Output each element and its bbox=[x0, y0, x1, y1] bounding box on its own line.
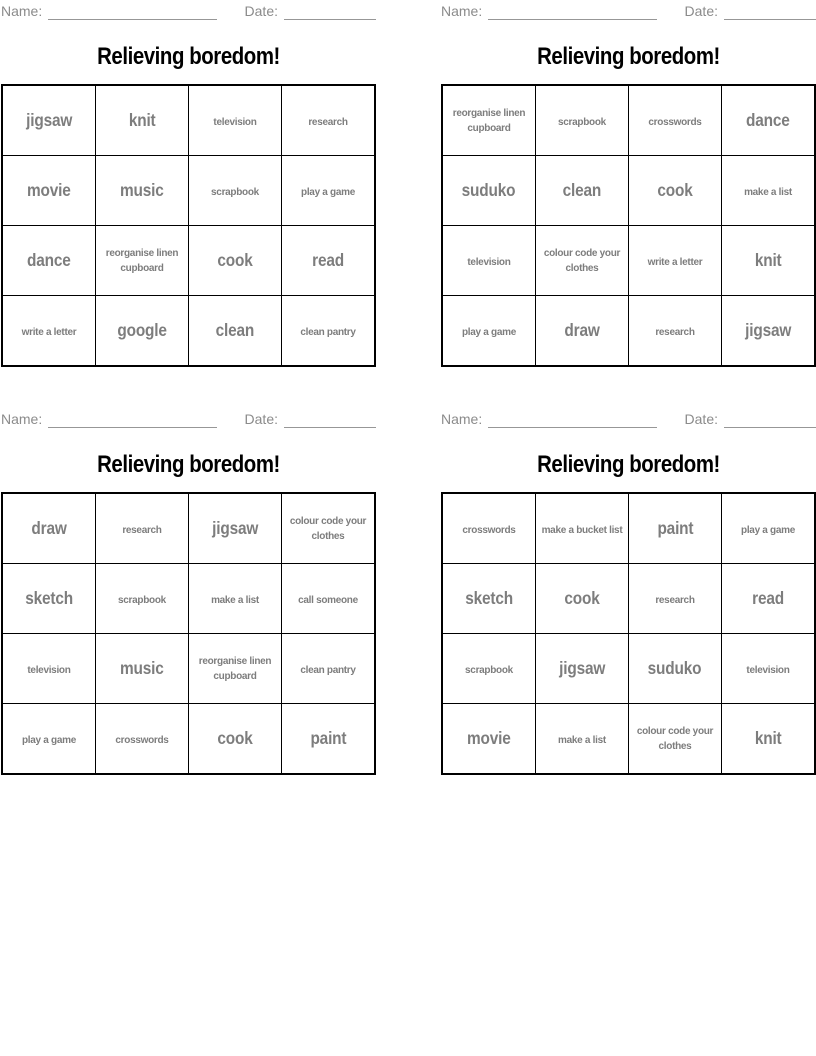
grid-cell bbox=[2, 704, 95, 775]
grid-cell-label: scrapbook bbox=[211, 186, 259, 198]
grid-cell bbox=[442, 564, 535, 634]
grid-cell-label: television bbox=[27, 664, 71, 676]
grid-cell bbox=[2, 634, 95, 704]
grid-row bbox=[442, 296, 815, 367]
grid-row bbox=[442, 704, 815, 775]
grid-cell bbox=[628, 564, 721, 634]
grid-cell-label: scrapbook bbox=[465, 664, 513, 676]
grid-cell bbox=[2, 564, 95, 634]
grid-cell-label: paint bbox=[310, 728, 346, 748]
grid-cell bbox=[188, 634, 281, 704]
grid-cell-label: sketch bbox=[465, 588, 513, 608]
grid-cell-label: jigsaw bbox=[744, 320, 792, 340]
meta-row bbox=[1, 411, 376, 428]
meta-row bbox=[441, 3, 816, 20]
grid-cell bbox=[628, 296, 721, 367]
grid-cell bbox=[442, 634, 535, 704]
grid-cell bbox=[188, 226, 281, 296]
grid-cell bbox=[282, 704, 376, 775]
grid-cell-label: colour code your clothes bbox=[543, 247, 621, 274]
grid-cell bbox=[2, 226, 95, 296]
meta-row bbox=[1, 3, 376, 20]
grid-row bbox=[442, 493, 815, 564]
grid-cell-label: crosswords bbox=[648, 116, 702, 128]
name-label: Name: bbox=[441, 3, 483, 19]
grid-cell bbox=[722, 226, 816, 296]
grid-cell bbox=[442, 85, 535, 156]
grid-row bbox=[442, 634, 815, 704]
grid-row bbox=[2, 226, 375, 296]
grid-cell-label: colour code your clothes bbox=[636, 725, 714, 752]
grid-cell-label: reorganise linen cupboard bbox=[105, 247, 179, 274]
name-label: Name: bbox=[441, 411, 483, 427]
bingo-grid bbox=[441, 492, 816, 775]
card-title bbox=[1, 43, 376, 71]
card-title bbox=[441, 451, 816, 479]
grid-cell bbox=[628, 85, 721, 156]
grid-cell-label: cook bbox=[564, 588, 600, 608]
grid-cell bbox=[722, 704, 816, 775]
grid-cell bbox=[95, 493, 188, 564]
grid-cell bbox=[535, 156, 628, 226]
grid-cell bbox=[282, 226, 376, 296]
grid-cell bbox=[442, 156, 535, 226]
card-title-text: Relieving boredom! bbox=[537, 43, 720, 70]
grid-cell-label: call someone bbox=[298, 594, 358, 606]
grid-cell-label: movie bbox=[467, 728, 511, 748]
date-blank-line bbox=[284, 413, 376, 428]
grid-cell-label: crosswords bbox=[462, 524, 516, 536]
name-blank-line bbox=[488, 413, 657, 428]
grid-cell-label: research bbox=[308, 116, 348, 128]
date-blank-line bbox=[724, 5, 816, 20]
grid-cell bbox=[535, 634, 628, 704]
grid-cell-label: jigsaw bbox=[211, 518, 259, 538]
bingo-card-4 bbox=[441, 411, 816, 775]
grid-cell bbox=[628, 704, 721, 775]
grid-cell-label: make a list bbox=[558, 734, 606, 746]
grid-cell-label: research bbox=[122, 524, 162, 536]
grid-cell bbox=[722, 634, 816, 704]
name-blank-line bbox=[488, 5, 657, 20]
grid-cell bbox=[95, 226, 188, 296]
grid-cell-label: play a game bbox=[462, 326, 516, 338]
grid-cell bbox=[188, 85, 281, 156]
grid-cell-label: research bbox=[655, 326, 695, 338]
grid-cell-label: music bbox=[120, 180, 164, 200]
grid-cell-label: read bbox=[752, 588, 784, 608]
grid-cell-label: cook bbox=[657, 180, 693, 200]
grid-cell-label: write a letter bbox=[21, 326, 77, 338]
grid-cell bbox=[95, 156, 188, 226]
grid-cell-label: paint bbox=[657, 518, 693, 538]
grid-cell bbox=[282, 564, 376, 634]
grid-cell-label: play a game bbox=[22, 734, 76, 746]
grid-cell bbox=[628, 156, 721, 226]
grid-cell-label: scrapbook bbox=[118, 594, 166, 606]
grid-cell-label: knit bbox=[754, 250, 782, 270]
grid-cell bbox=[442, 493, 535, 564]
grid-cell bbox=[722, 85, 816, 156]
name-label: Name: bbox=[1, 411, 43, 427]
grid-cell bbox=[535, 296, 628, 367]
grid-cell-label: dance bbox=[27, 250, 71, 270]
grid-cell-label: draw bbox=[564, 320, 600, 340]
grid-cell-label: read bbox=[312, 250, 344, 270]
bingo-grid bbox=[1, 492, 376, 775]
grid-row bbox=[2, 156, 375, 226]
date-blank-line bbox=[284, 5, 376, 20]
grid-cell-label: knit bbox=[754, 728, 782, 748]
grid-row bbox=[2, 296, 375, 367]
grid-cell bbox=[628, 493, 721, 564]
grid-cell-label: music bbox=[120, 658, 164, 678]
grid-cell-label: play a game bbox=[741, 524, 795, 536]
grid-row bbox=[2, 634, 375, 704]
grid-cell bbox=[188, 493, 281, 564]
grid-cell-label: clean bbox=[562, 180, 602, 200]
grid-cell-label: clean pantry bbox=[300, 326, 356, 338]
grid-cell bbox=[2, 85, 95, 156]
grid-cell bbox=[722, 156, 816, 226]
grid-cell bbox=[722, 296, 816, 367]
card-title bbox=[441, 43, 816, 71]
grid-cell bbox=[188, 704, 281, 775]
grid-row bbox=[2, 704, 375, 775]
grid-cell-label: television bbox=[746, 664, 790, 676]
name-label: Name: bbox=[1, 3, 43, 19]
grid-cell-label: dance bbox=[746, 110, 790, 130]
date-label: Date: bbox=[684, 411, 718, 427]
grid-cell bbox=[95, 296, 188, 367]
grid-cell-label: movie bbox=[27, 180, 71, 200]
grid-cell bbox=[95, 634, 188, 704]
grid-cell-label: jigsaw bbox=[25, 110, 72, 130]
grid-cell-label: scrapbook bbox=[558, 116, 606, 128]
grid-cell-label: clean pantry bbox=[300, 664, 356, 676]
grid-cell-label: reorganise linen cupboard bbox=[452, 107, 526, 134]
grid-cell bbox=[535, 226, 628, 296]
grid-cell bbox=[535, 85, 628, 156]
card-title-text: Relieving boredom! bbox=[537, 451, 720, 478]
grid-cell-label: clean bbox=[215, 320, 255, 340]
grid-cell-label: colour code your clothes bbox=[289, 515, 367, 542]
grid-cell bbox=[188, 564, 281, 634]
grid-cell-label: google bbox=[117, 320, 167, 340]
grid-cell bbox=[95, 704, 188, 775]
card-title-text: Relieving boredom! bbox=[97, 451, 280, 478]
grid-cell bbox=[2, 156, 95, 226]
card-title bbox=[1, 451, 376, 479]
grid-cell-label: sketch bbox=[25, 588, 73, 608]
grid-row bbox=[442, 226, 815, 296]
grid-row bbox=[442, 156, 815, 226]
bingo-card-3 bbox=[1, 411, 376, 775]
grid-row bbox=[2, 85, 375, 156]
grid-cell bbox=[628, 634, 721, 704]
grid-cell-label: cook bbox=[217, 250, 253, 270]
grid-row bbox=[2, 493, 375, 564]
bingo-grid bbox=[1, 84, 376, 367]
date-label: Date: bbox=[244, 411, 278, 427]
grid-cell bbox=[442, 704, 535, 775]
grid-cell bbox=[722, 564, 816, 634]
grid-cell bbox=[442, 296, 535, 367]
name-blank-line bbox=[48, 5, 217, 20]
grid-cell-label: jigsaw bbox=[558, 658, 605, 678]
bingo-card-1 bbox=[1, 3, 376, 367]
grid-cell-label: reorganise linen cupboard bbox=[198, 655, 272, 682]
card-title-text: Relieving boredom! bbox=[97, 43, 280, 70]
meta-row bbox=[441, 411, 816, 428]
grid-cell-label: write a letter bbox=[647, 256, 703, 268]
grid-cell-label: make a list bbox=[744, 186, 792, 198]
grid-cell-label: knit bbox=[128, 110, 156, 130]
grid-cell-label: crosswords bbox=[115, 734, 169, 746]
grid-row bbox=[2, 564, 375, 634]
bingo-grid bbox=[441, 84, 816, 367]
grid-row bbox=[442, 85, 815, 156]
grid-cell bbox=[95, 564, 188, 634]
grid-cell bbox=[535, 564, 628, 634]
bingo-card-2 bbox=[441, 3, 816, 367]
name-blank-line bbox=[48, 413, 217, 428]
grid-cell-label: suduko bbox=[462, 180, 516, 200]
grid-cell bbox=[282, 156, 376, 226]
grid-cell-label: play a game bbox=[301, 186, 355, 198]
grid-cell bbox=[722, 493, 816, 564]
grid-row bbox=[442, 564, 815, 634]
grid-cell-label: cook bbox=[217, 728, 253, 748]
grid-cell bbox=[188, 296, 281, 367]
grid-cell bbox=[282, 493, 376, 564]
grid-cell bbox=[535, 704, 628, 775]
grid-cell-label: television bbox=[213, 116, 257, 128]
grid-cell-label: make a bucket list bbox=[541, 524, 623, 536]
date-blank-line bbox=[724, 413, 816, 428]
grid-cell bbox=[628, 226, 721, 296]
grid-cell bbox=[282, 296, 376, 367]
grid-cell-label: television bbox=[467, 256, 511, 268]
grid-cell bbox=[2, 296, 95, 367]
grid-cell-label: draw bbox=[31, 518, 67, 538]
grid-cell-label: make a list bbox=[211, 594, 259, 606]
grid-cell bbox=[188, 156, 281, 226]
grid-cell bbox=[95, 85, 188, 156]
grid-cell bbox=[2, 493, 95, 564]
grid-cell-label: research bbox=[655, 594, 695, 606]
grid-cell bbox=[535, 493, 628, 564]
grid-cell-label: suduko bbox=[648, 658, 702, 678]
date-label: Date: bbox=[244, 3, 278, 19]
grid-cell bbox=[282, 634, 376, 704]
grid-cell bbox=[282, 85, 376, 156]
grid-cell bbox=[442, 226, 535, 296]
date-label: Date: bbox=[684, 3, 718, 19]
